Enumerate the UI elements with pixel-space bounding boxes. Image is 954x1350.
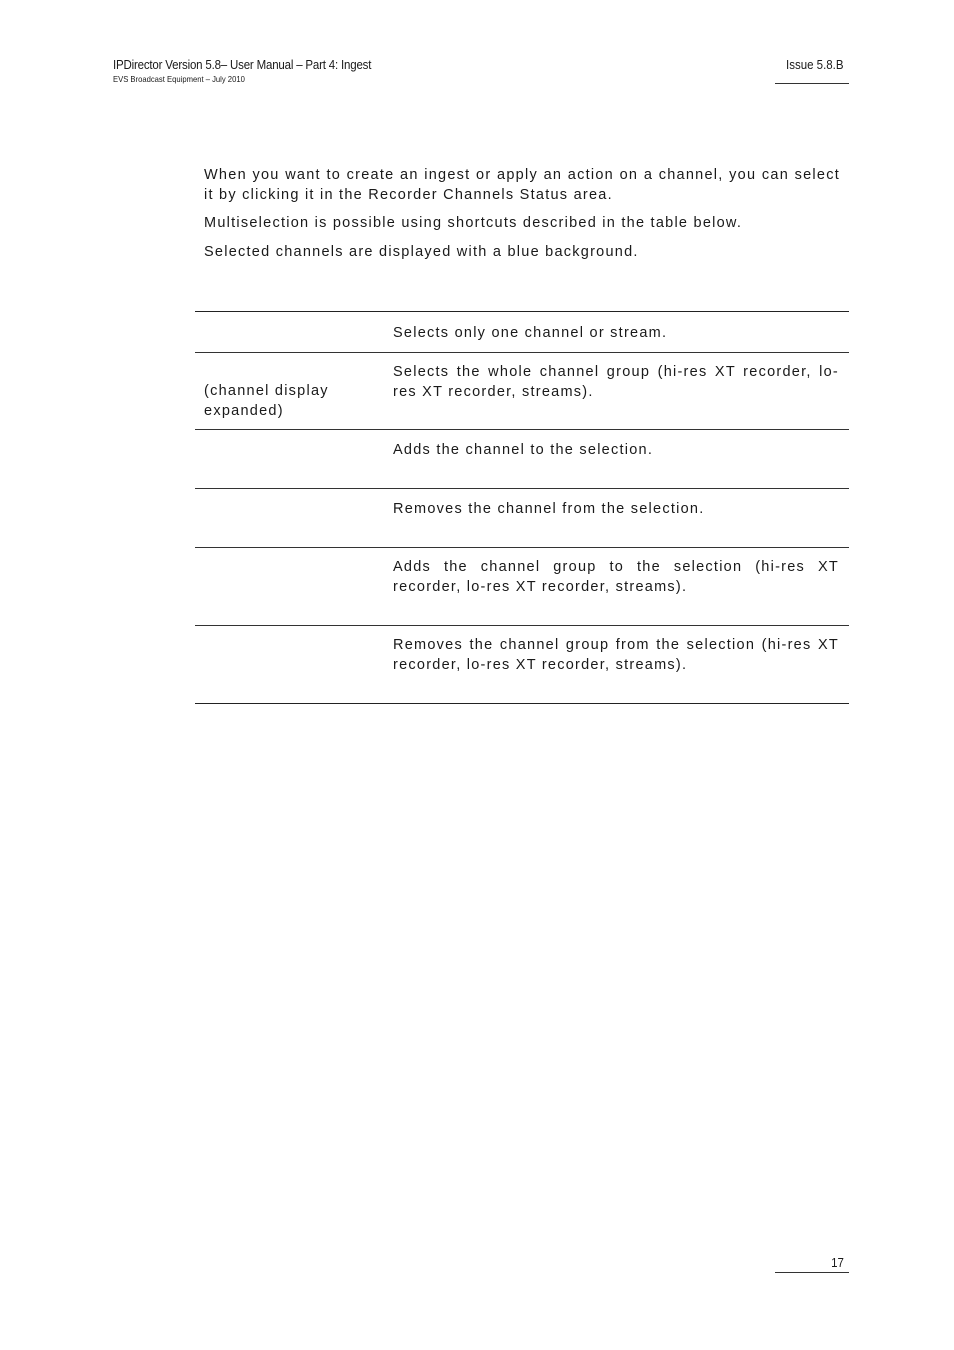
table-row — [195, 548, 849, 626]
table-row — [195, 353, 849, 430]
multiselection-paragraph: Multiselection is possible using shortcuts described in the table below. — [204, 215, 743, 231]
table-cell-description: Selects only one channel or stream. — [393, 325, 668, 341]
table-cell-description: Removes the channel from the selection. — [393, 501, 705, 517]
header-subtitle: EVS Broadcast Equipment – July 2010 — [113, 74, 245, 84]
table-row — [195, 489, 849, 548]
intro-paragraph: When you want to create an ingest or apply an action on a channel, you can select it by clicking it in the Recorder Channels Status area. — [204, 167, 840, 203]
table-row — [195, 430, 849, 489]
header-rule — [775, 83, 849, 84]
table-cell-description: Removes the channel group from the selection (hi-res XT recorder, lo-res XT recorder, streams). — [393, 637, 839, 673]
table-row — [195, 626, 849, 704]
table-row — [195, 312, 849, 353]
header-issue: Issue 5.8.B — [786, 58, 844, 72]
header-title: IPDirector Version 5.8– User Manual – Part 4: Ingest — [113, 58, 372, 72]
table-cell-description: Adds the channel group to the selection (hi-res XT recorder, lo-res XT recorder, streams). — [393, 559, 839, 595]
footer-rule — [775, 1272, 849, 1273]
shortcuts-table — [195, 311, 849, 704]
table-cell-shortcut: (channel display expanded) — [204, 383, 329, 419]
page-number: 17 — [831, 1256, 844, 1270]
table-cell-description: Selects the whole channel group (hi-res XT recorder, lo-res XT recorder, streams). — [393, 364, 839, 400]
selected-channels-paragraph: Selected channels are displayed with a blue background. — [204, 244, 639, 260]
table-cell-description: Adds the channel to the selection. — [393, 442, 654, 458]
